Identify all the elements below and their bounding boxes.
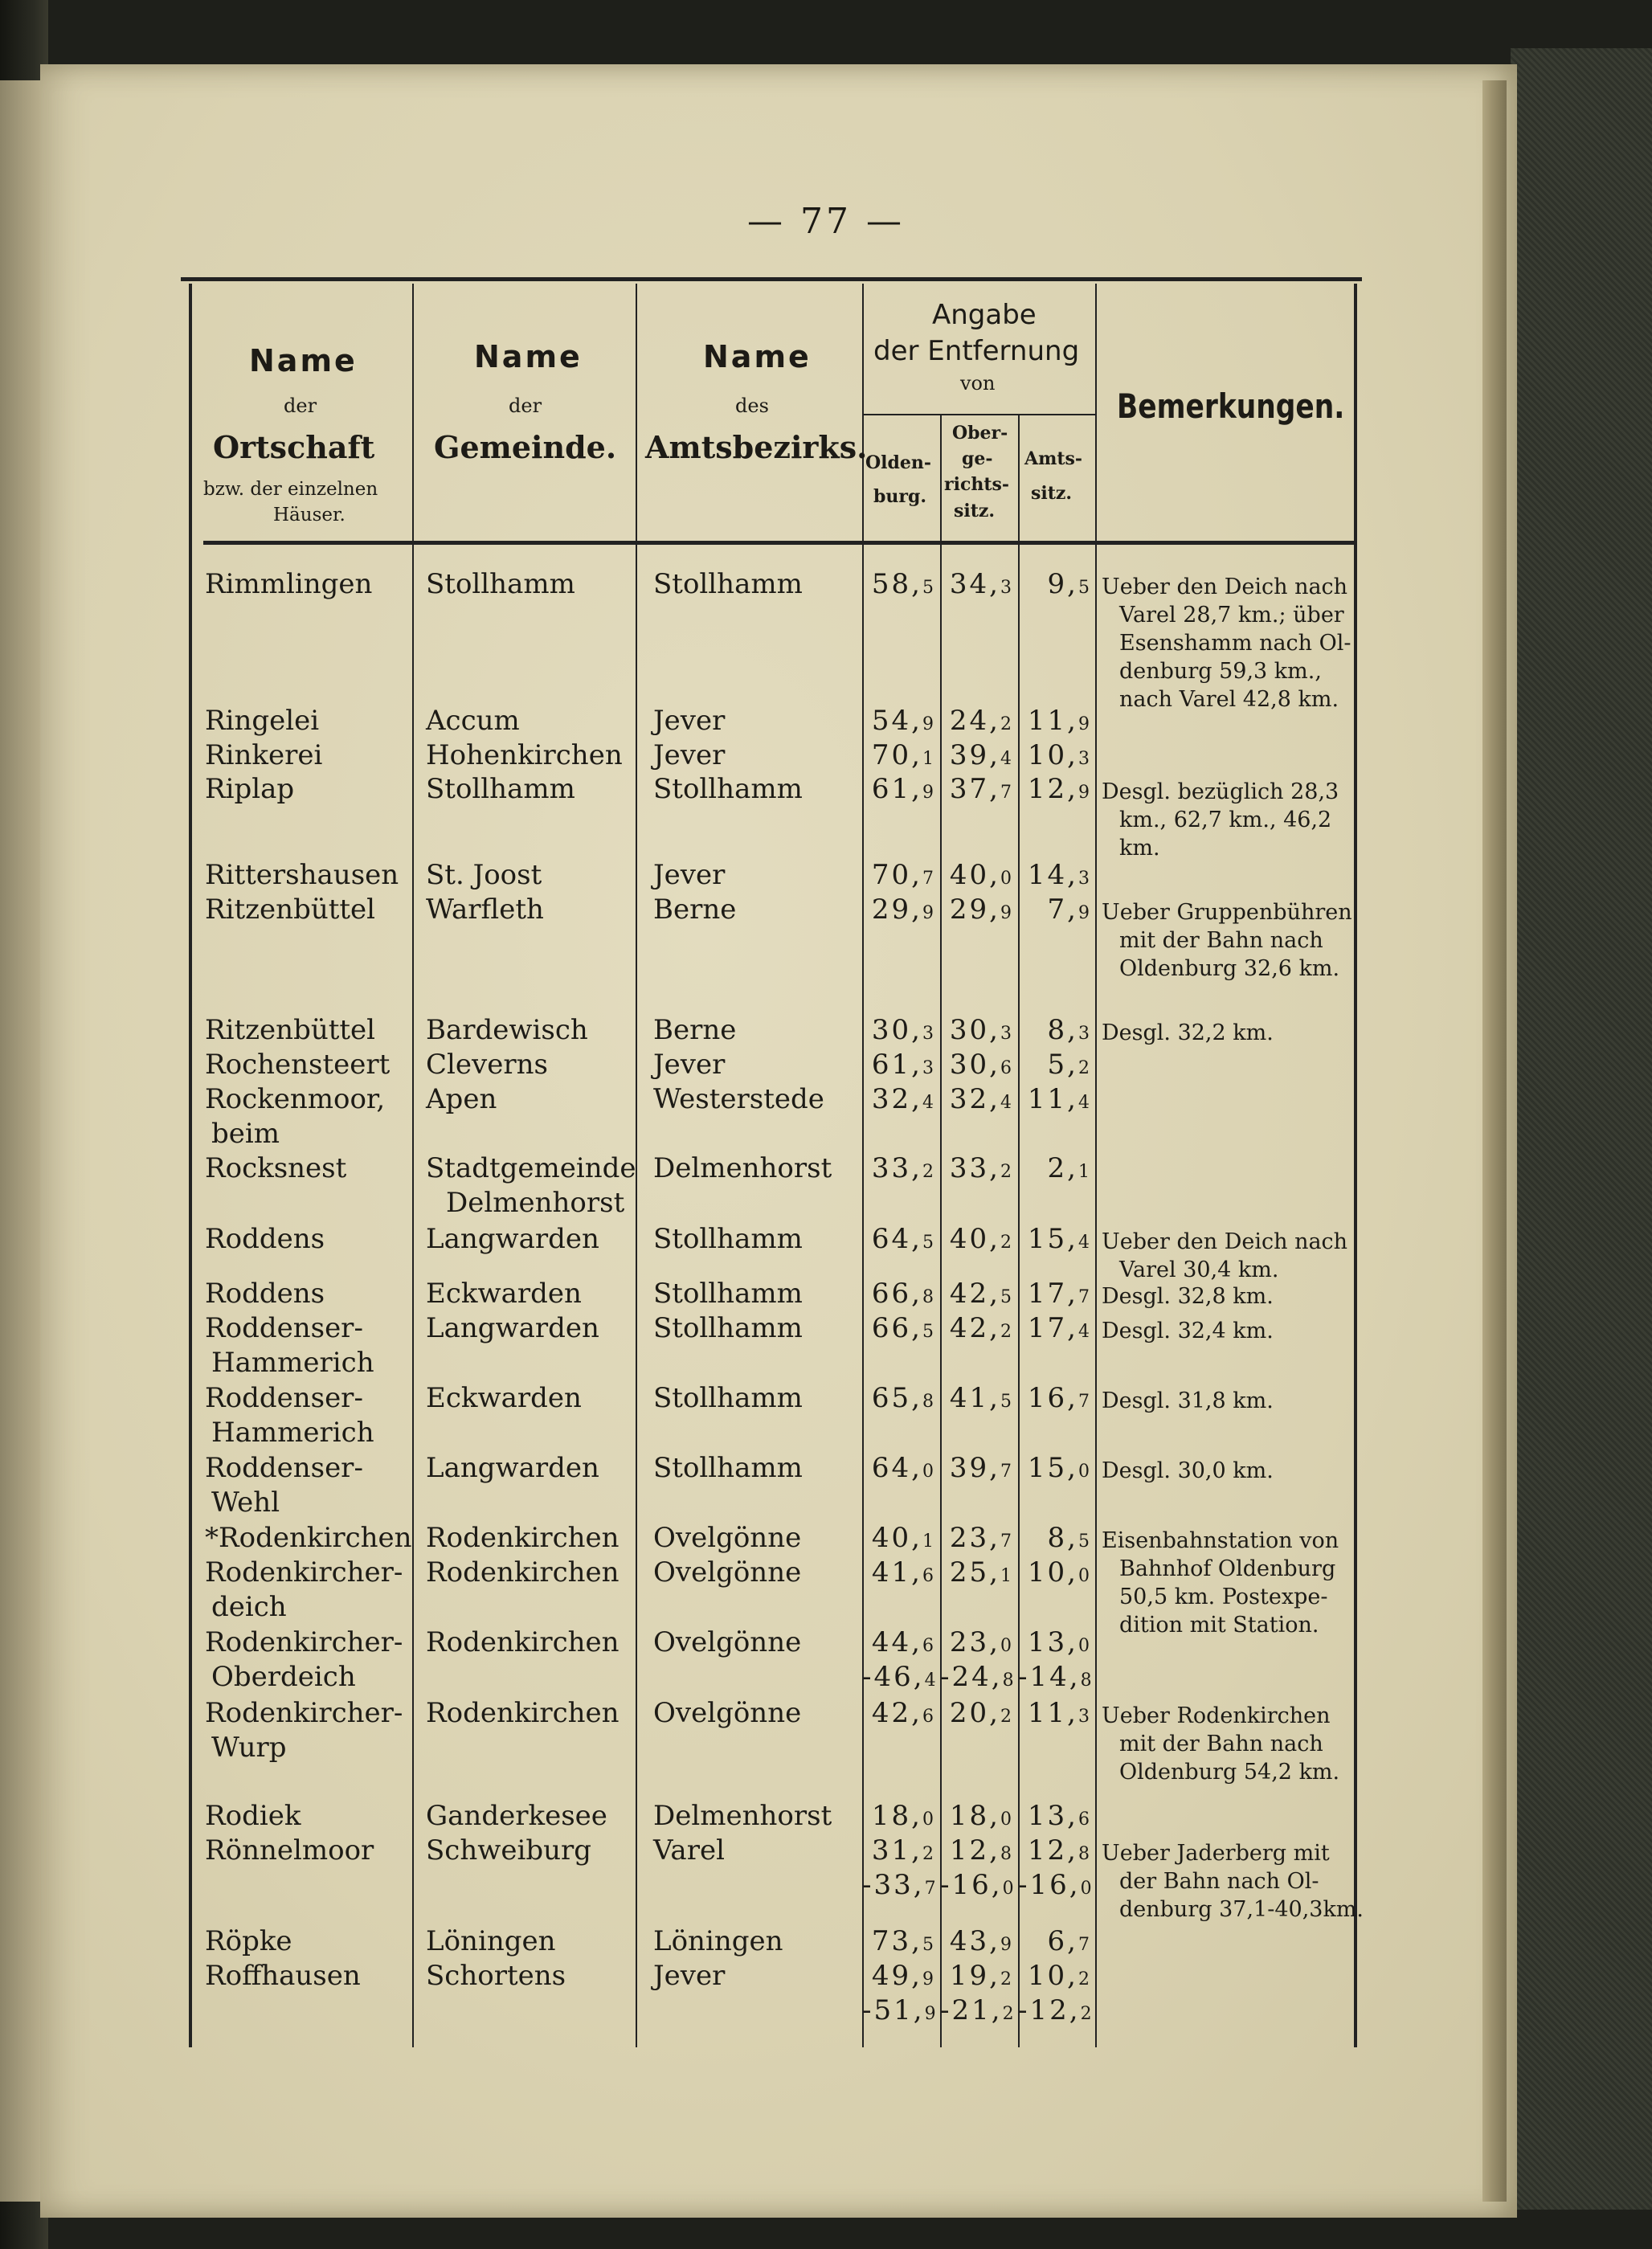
gemeinde-cell: Rodenkirchen [426,1697,620,1729]
remark-line: Ueber Gruppenbühren [1102,900,1352,925]
distance-amtssitz-cell: 12,8 [1027,1834,1092,1867]
ortschaft-cell: Rodiek [205,1800,301,1832]
amtsbezirk-cell: Jever [653,859,726,891]
distance-obergericht-cell: 37,7 [949,773,1014,805]
distance-amtssitz-cell: 2,1 [1047,1152,1092,1184]
ortschaft-cell: Wehl [211,1486,280,1519]
distance-amtssitz-cell: 11,3 [1027,1697,1092,1729]
gemeinde-cell: Schortens [426,1960,566,1992]
distance-obergericht-cell: 30,3 [949,1014,1014,1046]
amtsbezirk-cell: Varel [653,1834,725,1867]
distance-oldenburg-cell: 70,7 [871,859,936,891]
amtsbezirk-cell: Stollhamm [653,1223,803,1255]
ortschaft-cell: Riplap [205,773,295,805]
distance-obergericht-cell: 39,4 [949,739,1014,771]
remark-line: Esenshamm nach Ol- [1119,631,1351,656]
header-ort-der: der [284,395,317,417]
ortschaft-cell: Ritzenbüttel [205,1014,376,1046]
distance-obergericht-cell: 23,7 [949,1522,1014,1554]
amtsbezirk-cell: Berne [653,893,737,926]
distance-amtssitz-cell: 8,5 [1047,1522,1092,1554]
ortschaft-cell: beim [211,1118,280,1150]
header-gem-name: Name [474,339,583,374]
distance-oldenburg-cell: 58,5 [871,568,936,600]
gemeinde-cell: St. Joost [426,859,542,891]
distance-oldenburg-cell: 30,3 [871,1014,936,1046]
remark-line: km. [1119,836,1160,861]
remark-line: Ueber Rodenkirchen [1102,1703,1331,1728]
amtsbezirk-cell: Stollhamm [653,1452,803,1484]
header-dist-c2a: Ober- [952,423,1008,444]
gemeinde-cell: Cleverns [426,1049,548,1081]
distance-obergericht-cell: 39,7 [949,1452,1014,1484]
distance-oldenburg-cell: 70,1 [871,739,936,771]
header-dist-c3a: Amts- [1024,448,1083,469]
ortschaft-cell: Roddenser- [205,1382,363,1414]
page-number: — 77 — [747,201,905,242]
distance-oldenburg-cell: 64,5 [871,1223,936,1255]
amtsbezirk-cell: Westerstede [653,1083,824,1115]
distance-amtssitz-cell: 13,6 [1027,1800,1092,1832]
ortschaft-cell: Roddens [205,1278,325,1310]
ortschaft-cell: *Rodenkirchen [205,1522,412,1554]
distance-oldenburg-cell: 41,6 [871,1556,936,1589]
amtsbezirk-cell: Ovelgönne [653,1522,802,1554]
amtsbezirk-cell: Ovelgönne [653,1626,802,1658]
amtsbezirk-cell: Stollhamm [653,1278,803,1310]
ortschaft-cell: Rodenkircher- [205,1697,403,1729]
remark-line: mit der Bahn nach [1119,1732,1323,1756]
distance-oldenburg-cell: -33,7 [862,1869,938,1901]
remark-line: Ueber den Deich nach [1102,1229,1348,1254]
ortschaft-cell: deich [211,1591,287,1623]
ortschaft-cell: Hammerich [211,1347,374,1379]
header-dist-c2c: richts- [944,474,1010,495]
ortschaft-cell: Ringelei [205,705,320,737]
amtsbezirk-cell: Jever [653,705,726,737]
distance-obergericht-cell: 19,2 [949,1960,1014,1992]
gemeinde-cell: Stollhamm [426,773,575,805]
distance-oldenburg-cell: 66,5 [871,1312,936,1344]
header-amt-name: Name [703,339,812,374]
distance-obergericht-cell: -24,8 [940,1661,1016,1693]
header-ort-sub2: Häuser. [273,505,346,525]
distance-oldenburg-cell: 66,8 [871,1278,936,1310]
col-line-left [189,284,192,2047]
distance-oldenburg-cell: 33,2 [871,1152,936,1184]
remark-line: Varel 28,7 km.; über [1119,603,1344,628]
amtsbezirk-cell: Ovelgönne [653,1697,802,1729]
page-stack-edge [1482,80,1507,2202]
amtsbezirk-cell: Jever [653,739,726,771]
amtsbezirk-cell: Stollhamm [653,773,803,805]
header-amt-title: Amtsbezirks. [645,429,868,465]
header-dist-c3b: sitz. [1031,483,1073,504]
distance-amtssitz-cell: 6,7 [1047,1925,1092,1957]
remark-line: nach Varel 42,8 km. [1119,687,1339,712]
amtsbezirk-cell: Stollhamm [653,1312,803,1344]
ortschaft-cell: Wurp [211,1732,287,1764]
gemeinde-cell: Hohenkirchen [426,739,623,771]
distance-obergericht-cell: 40,2 [949,1223,1014,1255]
distance-amtssitz-cell: 9,5 [1047,568,1092,600]
distance-amtssitz-cell: 11,9 [1027,705,1092,737]
distance-obergericht-cell: 18,0 [949,1800,1014,1832]
remark-line: mit der Bahn nach [1119,928,1323,953]
ortschaft-cell: Rodenkircher- [205,1626,403,1658]
remark-line: 50,5 km. Postexpe- [1119,1585,1328,1609]
gemeinde-cell: Langwarden [426,1223,599,1255]
gemeinde-cell: Eckwarden [426,1278,582,1310]
distance-amtssitz-cell: -12,2 [1018,1994,1094,2026]
distance-amtssitz-cell: 10,2 [1027,1960,1092,1992]
amtsbezirk-cell: Jever [653,1049,726,1081]
amtsbezirk-cell: Stollhamm [653,568,803,600]
distance-amtssitz-cell: 10,0 [1027,1556,1092,1589]
gemeinde-cell: Rodenkirchen [426,1556,620,1589]
ortschaft-cell: Rimmlingen [205,568,373,600]
ortschaft-cell: Rodenkircher- [205,1556,403,1589]
ortschaft-cell: Hammerich [211,1417,374,1449]
distance-amtssitz-cell: 13,0 [1027,1626,1092,1658]
distance-obergericht-cell: 33,2 [949,1152,1014,1184]
gemeinde-cell: Ganderkesee [426,1800,607,1832]
distance-amtssitz-cell: 16,7 [1027,1382,1092,1414]
gemeinde-cell: Schweiburg [426,1834,592,1867]
ortschaft-cell: Roddenser- [205,1452,363,1484]
distance-oldenburg-cell: -46,4 [862,1661,938,1693]
distance-amtssitz-cell: -14,8 [1018,1661,1094,1693]
remark-line: Oldenburg 54,2 km. [1119,1760,1340,1785]
gemeinde-cell: Stadtgemeinde [426,1152,636,1184]
gemeinde-cell: Apen [426,1083,497,1115]
distance-oldenburg-cell: 73,5 [871,1925,936,1957]
distance-oldenburg-cell: 61,3 [871,1049,936,1081]
previous-page-edge [0,80,40,2202]
ortschaft-cell: Rockenmoor, [205,1083,386,1115]
remark-line: der Bahn nach Ol- [1119,1869,1319,1894]
distance-amtssitz-cell: 15,0 [1027,1452,1092,1484]
header-remarks: Bemerkungen. [1117,386,1345,426]
distance-amtssitz-cell: 5,2 [1047,1049,1092,1081]
distance-obergericht-cell: 25,1 [949,1556,1014,1589]
table-top-rule [181,277,1362,281]
distance-amtssitz-cell: 14,3 [1027,859,1092,891]
header-bottom-rule [203,541,1354,545]
distance-oldenburg-cell: 44,6 [871,1626,936,1658]
gemeinde-cell: Delmenhorst [446,1187,625,1219]
header-dist-line1: Angabe [932,299,1037,331]
remark-line: Desgl. 31,8 km. [1102,1388,1274,1413]
distance-amtssitz-cell: 12,9 [1027,773,1092,805]
gemeinde-cell: Stollhamm [426,568,575,600]
distance-oldenburg-cell: 54,9 [871,705,936,737]
distance-oldenburg-cell: 64,0 [871,1452,936,1484]
amtsbezirk-cell: Stollhamm [653,1382,803,1414]
col-line-6 [1095,284,1097,2047]
ortschaft-cell: Rönnelmoor [205,1834,374,1867]
header-dist-c1b: burg. [873,486,927,507]
distance-obergericht-cell: 40,0 [949,859,1014,891]
header-dist-c2d: sitz. [954,501,996,521]
distance-oldenburg-cell: 42,6 [871,1697,936,1729]
distance-obergericht-cell: -16,0 [940,1869,1016,1901]
distance-obergericht-cell: 42,2 [949,1312,1014,1344]
amtsbezirk-cell: Delmenhorst [653,1152,832,1184]
distance-obergericht-cell: 34,3 [949,568,1014,600]
remark-line: dition mit Station. [1119,1613,1319,1638]
header-dist-line2: der Entfernung [873,335,1080,367]
remark-line: Eisenbahnstation von [1102,1528,1339,1553]
header-dist-c1a: Olden- [865,452,932,473]
distance-obergericht-cell: 30,6 [949,1049,1014,1081]
remark-line: Desgl. 32,2 km. [1102,1020,1274,1045]
remark-line: Desgl. 30,0 km. [1102,1458,1274,1483]
distance-oldenburg-cell: 32,4 [871,1083,936,1115]
remark-line: Ueber den Deich nach [1102,575,1348,599]
gemeinde-cell: Bardewisch [426,1014,588,1046]
distance-amtssitz-cell: -16,0 [1018,1869,1094,1901]
distance-amtssitz-cell: 10,3 [1027,739,1092,771]
header-gem-title: Gemeinde. [434,429,617,465]
remark-line: km., 62,7 km., 46,2 [1119,808,1332,832]
ortschaft-cell: Rocksnest [205,1152,347,1184]
distance-obergericht-cell: 23,0 [949,1626,1014,1658]
header-ort-sub1: bzw. der einzelnen [203,479,378,500]
distance-obergericht-cell: 42,5 [949,1278,1014,1310]
distance-amtssitz-cell: 11,4 [1027,1083,1092,1115]
col-line-right [1354,284,1357,2047]
ortschaft-cell: Roddens [205,1223,325,1255]
ortschaft-cell: Rittershausen [205,859,399,891]
remark-line: denburg 37,1-40,3km. [1119,1897,1364,1922]
distance-obergericht-cell: 29,9 [949,893,1014,926]
amtsbezirk-cell: Delmenhorst [653,1800,832,1832]
distance-amtssitz-cell: 15,4 [1027,1223,1092,1255]
distance-oldenburg-cell: 18,0 [871,1800,936,1832]
distance-oldenburg-cell: 29,9 [871,893,936,926]
distance-obergericht-cell: 43,9 [949,1925,1014,1957]
book-cover-right [1511,48,1652,2210]
remark-line: Oldenburg 32,6 km. [1119,956,1340,981]
distance-obergericht-cell: 41,5 [949,1382,1014,1414]
distance-amtssitz-cell: 8,3 [1047,1014,1092,1046]
amtsbezirk-cell: Berne [653,1014,737,1046]
gemeinde-cell: Löningen [426,1925,556,1957]
amtsbezirk-cell: Löningen [653,1925,783,1957]
gazetteer-table [181,277,1362,2049]
gemeinde-cell: Langwarden [426,1312,599,1344]
col-line-1 [412,284,414,2047]
gemeinde-cell: Warfleth [426,893,544,926]
header-ort-title: Ortschaft [213,429,375,465]
distance-oldenburg-cell: 31,2 [871,1834,936,1867]
distance-amtssitz-cell: 7,9 [1047,893,1092,926]
remark-line: Desgl. 32,8 km. [1102,1284,1274,1309]
ortschaft-cell: Röpke [205,1925,292,1957]
remark-line: Desgl. bezüglich 28,3 [1102,779,1339,804]
ortschaft-cell: Oberdeich [211,1661,356,1693]
amtsbezirk-cell: Jever [653,1960,726,1992]
remark-line: Desgl. 32,4 km. [1102,1319,1274,1343]
distance-oldenburg-cell: 40,1 [871,1522,936,1554]
ortschaft-cell: Ritzenbüttel [205,893,376,926]
header-ort-name: Name [249,343,358,378]
gemeinde-cell: Rodenkirchen [426,1522,620,1554]
header-dist-c2b: ge- [962,448,993,469]
distance-amtssitz-cell: 17,7 [1027,1278,1092,1310]
distance-obergericht-cell: 24,2 [949,705,1014,737]
distance-amtssitz-cell: 17,4 [1027,1312,1092,1344]
gemeinde-cell: Rodenkirchen [426,1626,620,1658]
remark-line: Bahnhof Oldenburg [1119,1556,1336,1581]
distance-oldenburg-cell: 49,9 [871,1960,936,1992]
distance-obergericht-cell: 32,4 [949,1083,1014,1115]
header-dist-von: von [960,372,996,395]
distance-obergericht-cell: 20,2 [949,1697,1014,1729]
distance-oldenburg-cell: 61,9 [871,773,936,805]
amtsbezirk-cell: Ovelgönne [653,1556,802,1589]
distance-subheader-rule [864,414,1095,415]
remark-line: denburg 59,3 km., [1119,659,1322,684]
gemeinde-cell: Eckwarden [426,1382,582,1414]
remark-line: Ueber Jaderberg mit [1102,1841,1330,1866]
distance-obergericht-cell: -21,2 [940,1994,1016,2026]
distance-obergericht-cell: 12,8 [949,1834,1014,1867]
ortschaft-cell: Rinkerei [205,739,323,771]
ortschaft-cell: Roffhausen [205,1960,361,1992]
remark-line: Varel 30,4 km. [1119,1257,1279,1282]
gemeinde-cell: Langwarden [426,1452,599,1484]
distance-oldenburg-cell: -51,9 [862,1994,938,2026]
ortschaft-cell: Roddenser- [205,1312,363,1344]
distance-oldenburg-cell: 65,8 [871,1382,936,1414]
ortschaft-cell: Rochensteert [205,1049,391,1081]
header-gem-der: der [509,395,542,417]
header-amt-des: des [735,395,769,417]
gemeinde-cell: Accum [426,705,520,737]
